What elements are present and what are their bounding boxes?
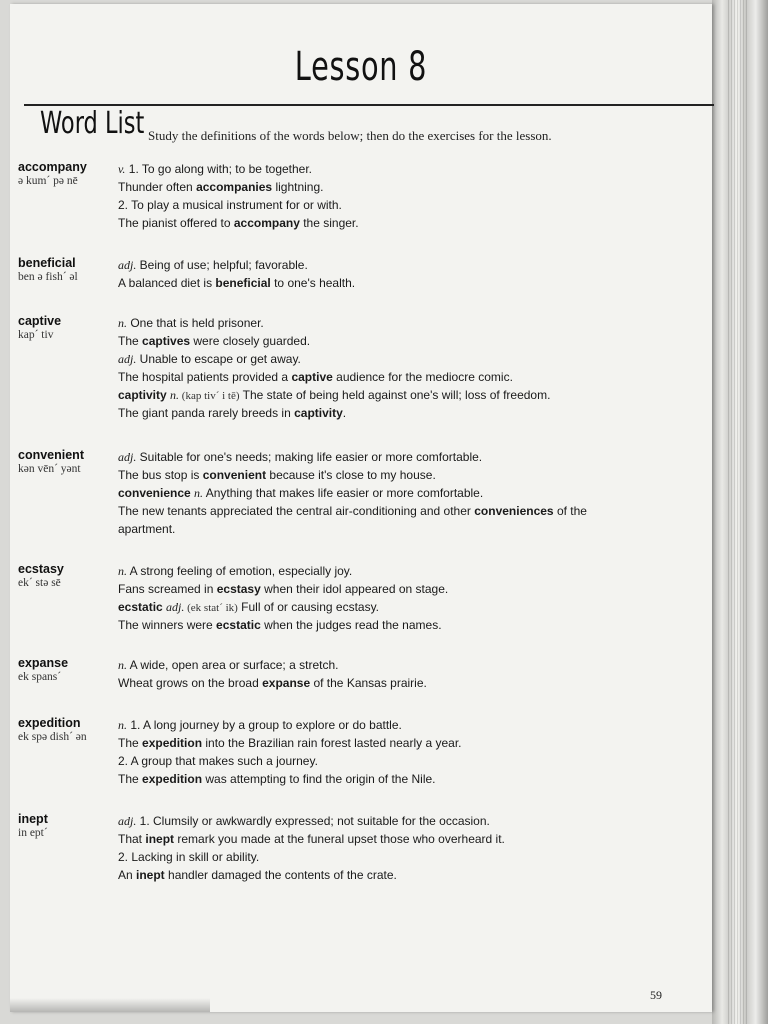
text-segment: apartment. <box>118 522 176 536</box>
vocab-word: ecstatic <box>118 600 163 614</box>
definition-line <box>118 160 359 178</box>
text-segment: Suitable for one's needs; making life easier or more comfortable. <box>136 450 483 464</box>
text-segment: 1. To go along with; to be together. <box>125 162 313 176</box>
text-segment: was attempting to find the origin of the Nile. <box>202 772 436 786</box>
definition-block <box>118 716 462 788</box>
part-of-speech: v. <box>118 162 126 176</box>
definition-line <box>118 368 550 386</box>
lesson-title: Lesson 8 <box>294 44 428 90</box>
definition-line <box>118 448 587 466</box>
text-segment: because it's close to my house. <box>266 468 436 482</box>
headword: expedition <box>18 716 81 730</box>
vocab-word: convenient <box>202 468 267 482</box>
page-shadow <box>10 998 210 1012</box>
definition-line <box>118 830 505 848</box>
definition-line <box>118 196 359 214</box>
headword: inept <box>18 812 48 826</box>
word-list-heading: Word List <box>40 106 145 141</box>
text-segment: were closely guarded. <box>190 334 311 348</box>
definition-line <box>118 256 355 274</box>
text-segment: The bus stop is <box>118 468 203 482</box>
vocab-word: beneficial <box>215 276 271 290</box>
pronunciation: ek spə dish´ ən <box>18 731 87 743</box>
text-segment: The giant panda rarely breeds in <box>118 406 295 420</box>
text-segment: audience for the mediocre comic. <box>332 370 513 384</box>
vocab-word: accompany <box>233 216 300 230</box>
definition-line <box>118 598 448 616</box>
text-segment: when their idol appeared on stage. <box>260 582 449 596</box>
pronunciation: ə kum´ pə nē <box>18 175 78 187</box>
part-of-speech: adj. <box>118 814 137 828</box>
text-segment: into the Brazilian rain forest lasted nearly a year. <box>202 736 462 750</box>
text-segment: Fans screamed in <box>118 582 217 596</box>
text-segment: An <box>118 868 137 882</box>
part-of-speech: n. <box>118 316 127 330</box>
definition-block <box>118 812 505 884</box>
text-segment: to one's health. <box>270 276 356 290</box>
text-segment: (kap tiv´ i tē) <box>179 390 240 402</box>
definition-line <box>118 656 427 674</box>
vocab-word: convenience <box>118 486 191 500</box>
vocab-word: expedition <box>142 772 203 786</box>
definition-block <box>118 256 355 292</box>
vocab-word: captivity <box>118 388 167 402</box>
text-segment: of the <box>553 504 587 518</box>
headword: convenient <box>18 448 84 462</box>
part-of-speech: n. <box>118 718 127 732</box>
text-segment: 1. Clumsily or awkwardly expressed; not suitable for the occasion. <box>136 814 490 828</box>
definition-line <box>118 674 427 692</box>
intro-text: Study the definitions of the words below; then do the exercises for the lesson. <box>148 128 552 143</box>
page-number: 59 <box>650 988 662 1002</box>
text-segment: Wheat grows on the broad <box>118 676 263 690</box>
vocab-word: expanse <box>262 676 311 690</box>
definition-line <box>118 274 355 292</box>
pronunciation: kap´ tiv <box>18 329 54 341</box>
definition-line <box>118 752 462 770</box>
vocab-word: captivity <box>294 406 343 420</box>
text-segment: Unable to escape or get away. <box>136 352 301 366</box>
vocab-word: expedition <box>142 736 203 750</box>
part-of-speech: n. <box>118 658 127 672</box>
definition-line <box>118 580 448 598</box>
text-segment: The pianist offered to <box>118 216 234 230</box>
definition-block <box>118 562 448 634</box>
vocab-word: inept <box>145 832 175 846</box>
definition-line <box>118 770 462 788</box>
vocab-word: ecstatic <box>216 618 261 632</box>
vocab-word: accompanies <box>196 180 273 194</box>
page-edges <box>728 0 748 1024</box>
definition-block <box>118 314 550 422</box>
text-segment: (ek stat´ ik) <box>184 602 238 614</box>
definition-line <box>118 404 550 422</box>
text-segment: 2. Lacking in skill or ability. <box>118 850 260 864</box>
definition-line <box>118 314 550 332</box>
definition-line <box>118 520 587 538</box>
definition-line <box>118 812 505 830</box>
part-of-speech: adj. <box>118 258 137 272</box>
definition-line <box>118 214 359 232</box>
part-of-speech: adj. <box>118 352 137 366</box>
pronunciation: ben ə fish´ əl <box>18 271 78 283</box>
headword: accompany <box>18 160 87 174</box>
part-of-speech: adj. <box>166 600 185 614</box>
text-segment: One that is held prisoner. <box>127 316 264 330</box>
text-segment: A strong feeling of emotion, especially joy. <box>127 564 353 578</box>
headword: expanse <box>18 656 69 670</box>
text-segment: . <box>342 406 347 420</box>
definition-line <box>118 350 550 368</box>
definition-block <box>118 160 359 232</box>
definition-line <box>118 734 462 752</box>
text-segment: A wide, open area or surface; a stretch. <box>127 658 339 672</box>
definition-line <box>118 332 550 350</box>
pronunciation: kən vēn´ yənt <box>18 463 81 475</box>
pronunciation: ek´ stə sē <box>18 577 61 589</box>
definition-line <box>118 386 550 404</box>
definition-line <box>118 466 587 484</box>
text-segment: The hospital patients provided a <box>118 370 292 384</box>
definition-line <box>118 562 448 580</box>
pronunciation: ek spans´ <box>18 671 62 683</box>
definition-line <box>118 178 359 196</box>
text-segment: Full of or causing ecstasy. <box>237 600 380 614</box>
headword: captive <box>18 314 62 328</box>
text-segment: the singer. <box>299 216 359 230</box>
text-segment: Thunder often <box>118 180 197 194</box>
text-segment: The winners were <box>118 618 217 632</box>
pronunciation: in ept´ <box>18 827 48 839</box>
text-segment: when the judges read the names. <box>260 618 442 632</box>
text-segment: of the Kansas prairie. <box>310 676 427 690</box>
definition-line <box>118 866 505 884</box>
vocab-word: conveniences <box>474 504 554 518</box>
text-segment: The <box>118 772 143 786</box>
vocab-word: inept <box>136 868 165 882</box>
book-page <box>10 4 712 1012</box>
part-of-speech: n. <box>170 388 180 402</box>
text-segment: A balanced diet is <box>118 276 216 290</box>
definition-line <box>118 484 587 502</box>
text-segment: remark you made at the funeral upset those who overheard it. <box>174 832 505 846</box>
part-of-speech: n. <box>118 564 127 578</box>
text-segment: Being of use; helpful; favorable. <box>136 258 308 272</box>
definition-line <box>118 848 505 866</box>
text-segment: The <box>118 736 143 750</box>
vocab-word: ecstasy <box>216 582 261 596</box>
text-segment: handler damaged the contents of the crate. <box>164 868 397 882</box>
text-segment: That <box>118 832 146 846</box>
text-segment: 2. A group that makes such a journey. <box>118 754 318 768</box>
text-segment: The <box>118 334 143 348</box>
definition-line <box>118 502 587 520</box>
text-segment: 2. To play a musical instrument for or with. <box>118 198 342 212</box>
headword: ecstasy <box>18 562 64 576</box>
text-segment: 1. A long journey by a group to explore or do battle. <box>127 718 402 732</box>
definition-block <box>118 448 587 538</box>
vocab-word: captives <box>142 334 191 348</box>
text-segment: The state of being held against one's will; loss of freedom. <box>239 388 551 402</box>
vocab-word: captive <box>291 370 333 384</box>
part-of-speech: n. <box>194 486 204 500</box>
definition-line <box>118 716 462 734</box>
definition-block <box>118 656 427 692</box>
part-of-speech: adj. <box>118 450 137 464</box>
definition-line <box>118 616 448 634</box>
text-segment: lightning. <box>272 180 324 194</box>
text-segment: Anything that makes life easier or more comfortable. <box>203 486 484 500</box>
headword: beneficial <box>18 256 76 270</box>
text-segment: The new tenants appreciated the central air-conditioning and other <box>118 504 475 518</box>
